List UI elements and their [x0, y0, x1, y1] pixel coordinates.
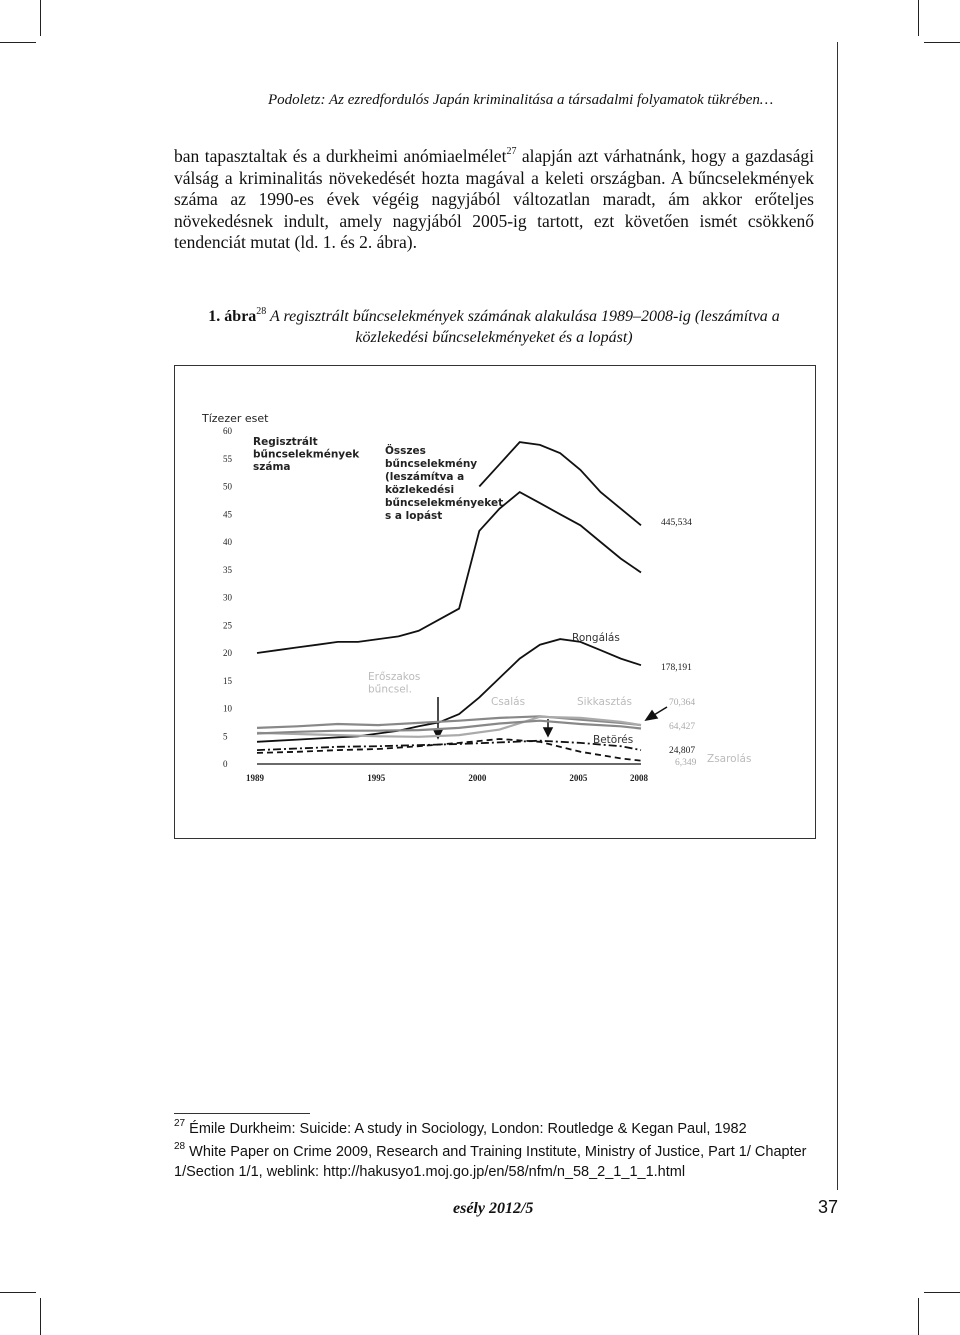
y-tick-label: 20 [223, 648, 232, 658]
crop-mark [40, 0, 41, 36]
crop-mark [918, 0, 919, 36]
y-tick-label: 15 [223, 675, 232, 686]
footnote-number: 27 [174, 1118, 186, 1130]
x-tick-label: 2000 [468, 773, 487, 783]
crop-mark [924, 42, 960, 43]
series-label: Regisztrált bűncselekmények száma [253, 436, 360, 473]
line-chart [175, 366, 815, 838]
y-tick-label: 40 [223, 537, 232, 547]
paragraph-text: alapján azt várhatnánk, hogy a gazdasági válság a kriminalitás növekedését hozta magával a keleti országban. A bűncselekmények száma az 1990-es évek végéig nagyjából változatlan maradt, ám akkor erőteljes növekedésnek indult, amely nagyjából 2005-ig tartott, ezt követően ismét csökkenő tendenciát mutat (ld. 1. és 2. ábra). [174, 146, 814, 253]
series-label: Betörés [593, 734, 634, 746]
series-label: Sikkasztás [577, 696, 632, 708]
footnote-rule [174, 1113, 310, 1114]
footnote-number: 28 [174, 1141, 186, 1153]
y-tick-label: 25 [223, 620, 232, 631]
series-label: Összes bűncselekmény (leszámítva a közlekedési bűncselekményeket s a lopást [385, 445, 504, 522]
figure-label: 1. ábra [208, 308, 257, 325]
y-tick-label: 30 [223, 592, 232, 603]
y-tick-label: 10 [223, 703, 232, 714]
footnote-28 [174, 1142, 820, 1182]
y-tick-label: 45 [223, 509, 232, 520]
caption-text: A regisztrált bűncselekmények számának alakulása 1989–2008-ig (leszámítva a közlekedési bűncselekményeket és a lopást) [266, 308, 780, 346]
footnote-ref: 28 [256, 305, 267, 317]
y-tick-label: 35 [223, 564, 232, 575]
figure-caption [174, 306, 814, 348]
end-value-label: 6,349 [675, 758, 697, 768]
crop-mark [0, 42, 36, 43]
crop-mark [924, 1292, 960, 1293]
series-label: Zsarolás [707, 753, 752, 765]
y-tick-label: 60 [223, 426, 232, 436]
end-value-label: 445,534 [661, 518, 692, 528]
margin-rule [837, 42, 838, 1190]
body-text [174, 146, 814, 254]
series-line [257, 741, 641, 750]
running-header: Podoletz: Az ezredfordulós Japán kriminalitása a társadalmi folyamatok tükrében… [268, 92, 774, 108]
series-line [257, 492, 641, 653]
end-value-label: 178,191 [661, 663, 692, 673]
y-tick-label: 5 [223, 731, 228, 742]
end-value-label: 24,807 [669, 746, 696, 756]
crop-mark [40, 1298, 41, 1335]
y-unit-label: Tízezer eset [202, 412, 269, 425]
x-tick-label: 1995 [367, 773, 386, 783]
series-line [257, 721, 641, 734]
y-tick-label: 50 [223, 481, 232, 492]
journal-footer: esély 2012/5 [453, 1200, 534, 1217]
x-tick-label: 1989 [246, 773, 264, 783]
figure-frame [174, 365, 816, 839]
pointer-arrow [646, 707, 667, 720]
series-label: Erőszakos bűncsel. [368, 671, 421, 696]
series-label: Csalás [491, 696, 526, 708]
pointer-arrow [434, 697, 442, 738]
footnote-ref: 27 [506, 146, 517, 158]
end-value-label: 64,427 [669, 722, 696, 732]
series-line [479, 442, 641, 525]
end-value-label: 70,364 [669, 698, 696, 708]
footnote-text: Émile Durkheim: Suicide: A study in Sociology, London: Routledge & Kegan Paul, 1982 [185, 1121, 747, 1137]
footnote-text: White Paper on Crime 2009, Research and Training Institute, Ministry of Justice, Part 1/ Chapter 1/Section 1/1, weblink: http://hakusyo1.moj.go.jp/en/58/nfm/n_58_2_1_1_1.html [174, 1144, 807, 1180]
y-tick-label: 55 [223, 453, 232, 464]
paragraph-text: ban tapasztaltak és a durkheimi anómiaelmélet [174, 146, 507, 166]
x-tick-label: 2005 [569, 773, 588, 783]
paragraph [174, 146, 814, 254]
crop-mark [918, 1298, 919, 1335]
crop-mark [0, 1292, 36, 1293]
x-tick-label: 2008 [630, 773, 648, 783]
series-label: Rongálás [572, 632, 620, 644]
page-number: 37 [818, 1197, 839, 1217]
footnote-27 [174, 1119, 820, 1139]
y-tick-label: 0 [223, 759, 228, 769]
